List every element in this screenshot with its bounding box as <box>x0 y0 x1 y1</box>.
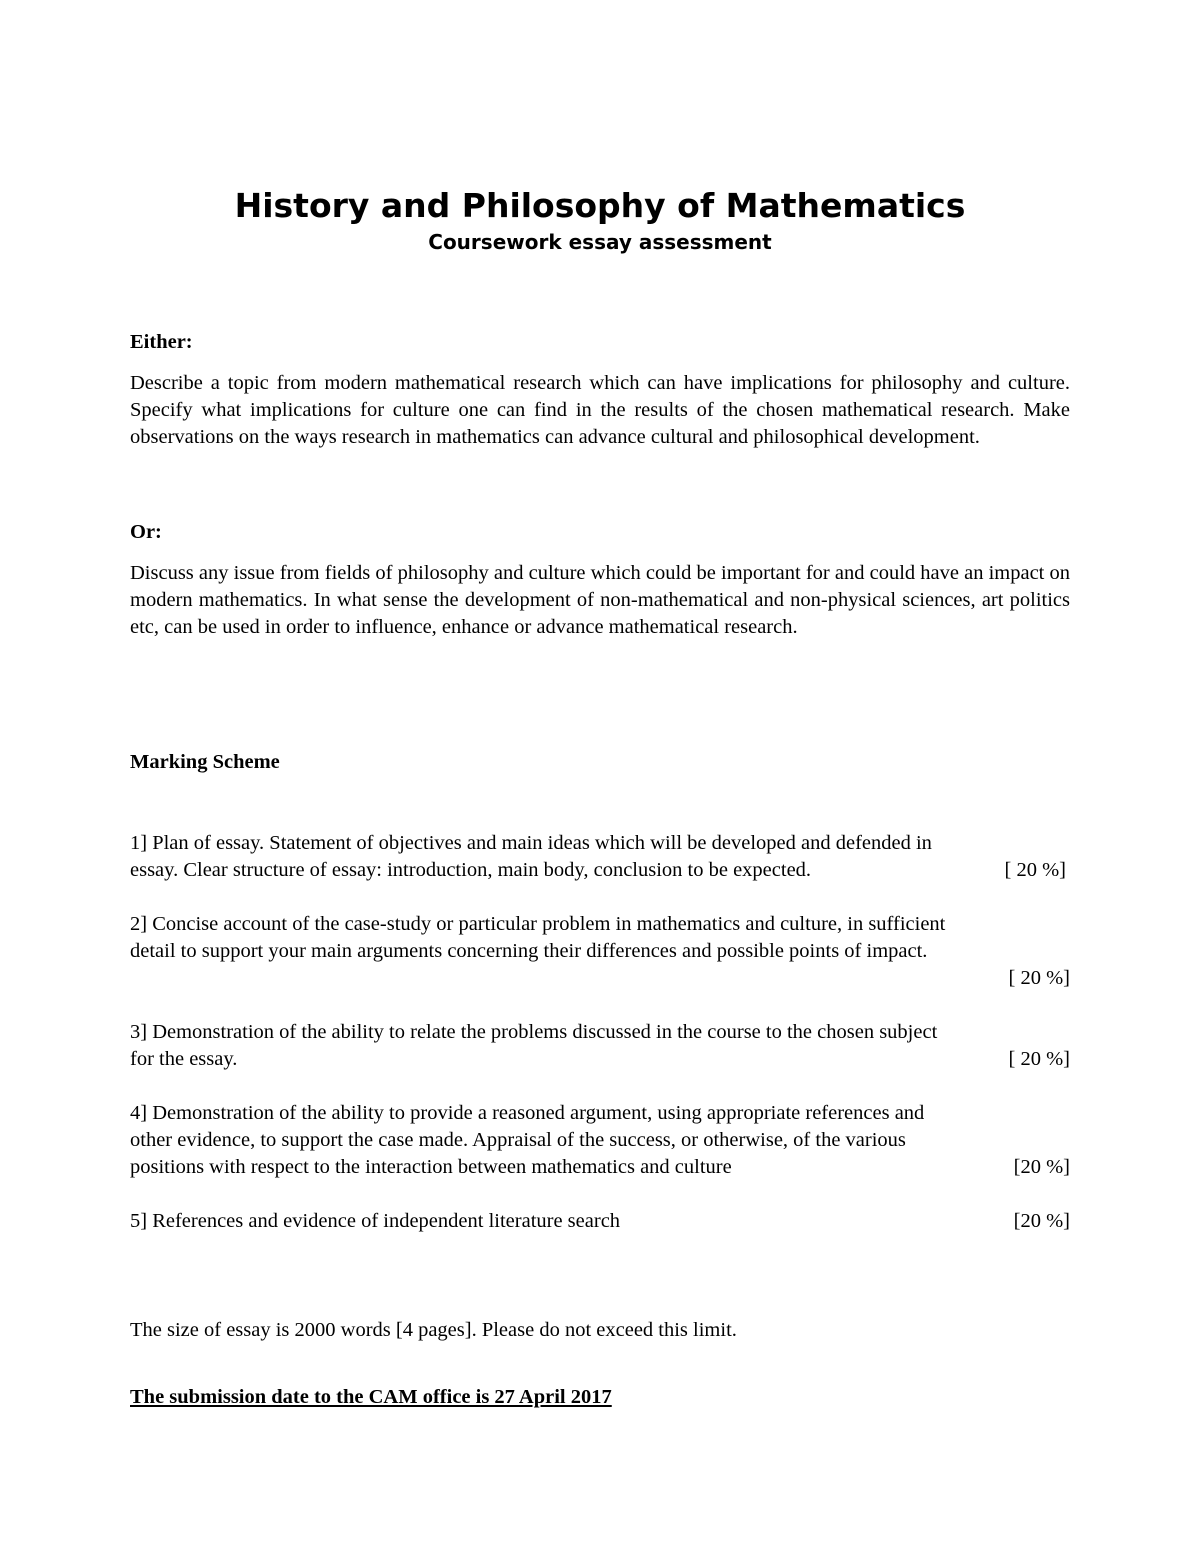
marking-item-5-percent: [20 %] <box>1013 1210 1070 1232</box>
marking-item-3 <box>130 1019 1070 1073</box>
marking-item-1-line2: essay. Clear structure of essay: introduction, main body, conclusion to be expected. <box>130 859 812 881</box>
marking-item-4-percent: [20 %] <box>1013 1156 1070 1178</box>
marking-item-4 <box>130 1100 1070 1181</box>
either-body: Describe a topic from modern mathematical research which can have implications for philosophy and culture. Specify what implications for culture one can find in the results of the chosen mathematical research. Make observations on the ways research in mathematics can advance cultural and philosophical development. <box>130 372 1070 448</box>
marking-item-5-line1: 5] References and evidence of independent literature search <box>130 1210 621 1232</box>
marking-item-3-line1: 3] Demonstration of the ability to relate the problems discussed in the course to the chosen subject <box>130 1021 938 1043</box>
marking-item-3-percent: [ 20 %] <box>1008 1048 1070 1070</box>
document-subtitle: Coursework essay assessment <box>428 230 772 254</box>
either-label: Either: <box>130 331 193 353</box>
or-body: Discuss any issue from fields of philosophy and culture which could be important for and could have an impact on modern mathematics. In what sense the development of non-mathematical and non-physical sciences, art politics etc, can be used in order to influence, enhance or advance mathematical research. <box>130 562 1070 638</box>
essay-size-note: The size of essay is 2000 words [4 pages]. Please do not exceed this limit. <box>130 1319 737 1341</box>
document-title: History and Philosophy of Mathematics <box>234 186 966 225</box>
submission-deadline: The submission date to the CAM office is 27 April 2017 <box>130 1386 612 1408</box>
marking-item-1-percent: [ 20 %] <box>1004 859 1066 881</box>
marking-item-4-line1: 4] Demonstration of the ability to provide a reasoned argument, using appropriate references and <box>130 1102 925 1124</box>
marking-item-1-line1: 1] Plan of essay. Statement of objectives and main ideas which will be developed and defended in <box>130 832 932 854</box>
marking-item-4-line3: positions with respect to the interaction between mathematics and culture <box>130 1156 732 1178</box>
marking-item-2 <box>130 911 1070 992</box>
marking-item-2-percent: [ 20 %] <box>1008 967 1070 989</box>
marking-item-2-line2: detail to support your main arguments concerning their differences and possible points of impact. <box>130 940 928 962</box>
marking-item-4-line2: other evidence, to support the case made. Appraisal of the success, or otherwise, of the various <box>130 1129 906 1151</box>
marking-scheme-heading: Marking Scheme <box>130 751 280 773</box>
marking-item-5 <box>130 1208 1070 1235</box>
marking-item-3-line2: for the essay. <box>130 1048 238 1070</box>
marking-item-1 <box>130 830 1070 884</box>
or-label: Or: <box>130 521 162 543</box>
marking-item-2-line1: 2] Concise account of the case-study or particular problem in mathematics and culture, in sufficient <box>130 913 946 935</box>
